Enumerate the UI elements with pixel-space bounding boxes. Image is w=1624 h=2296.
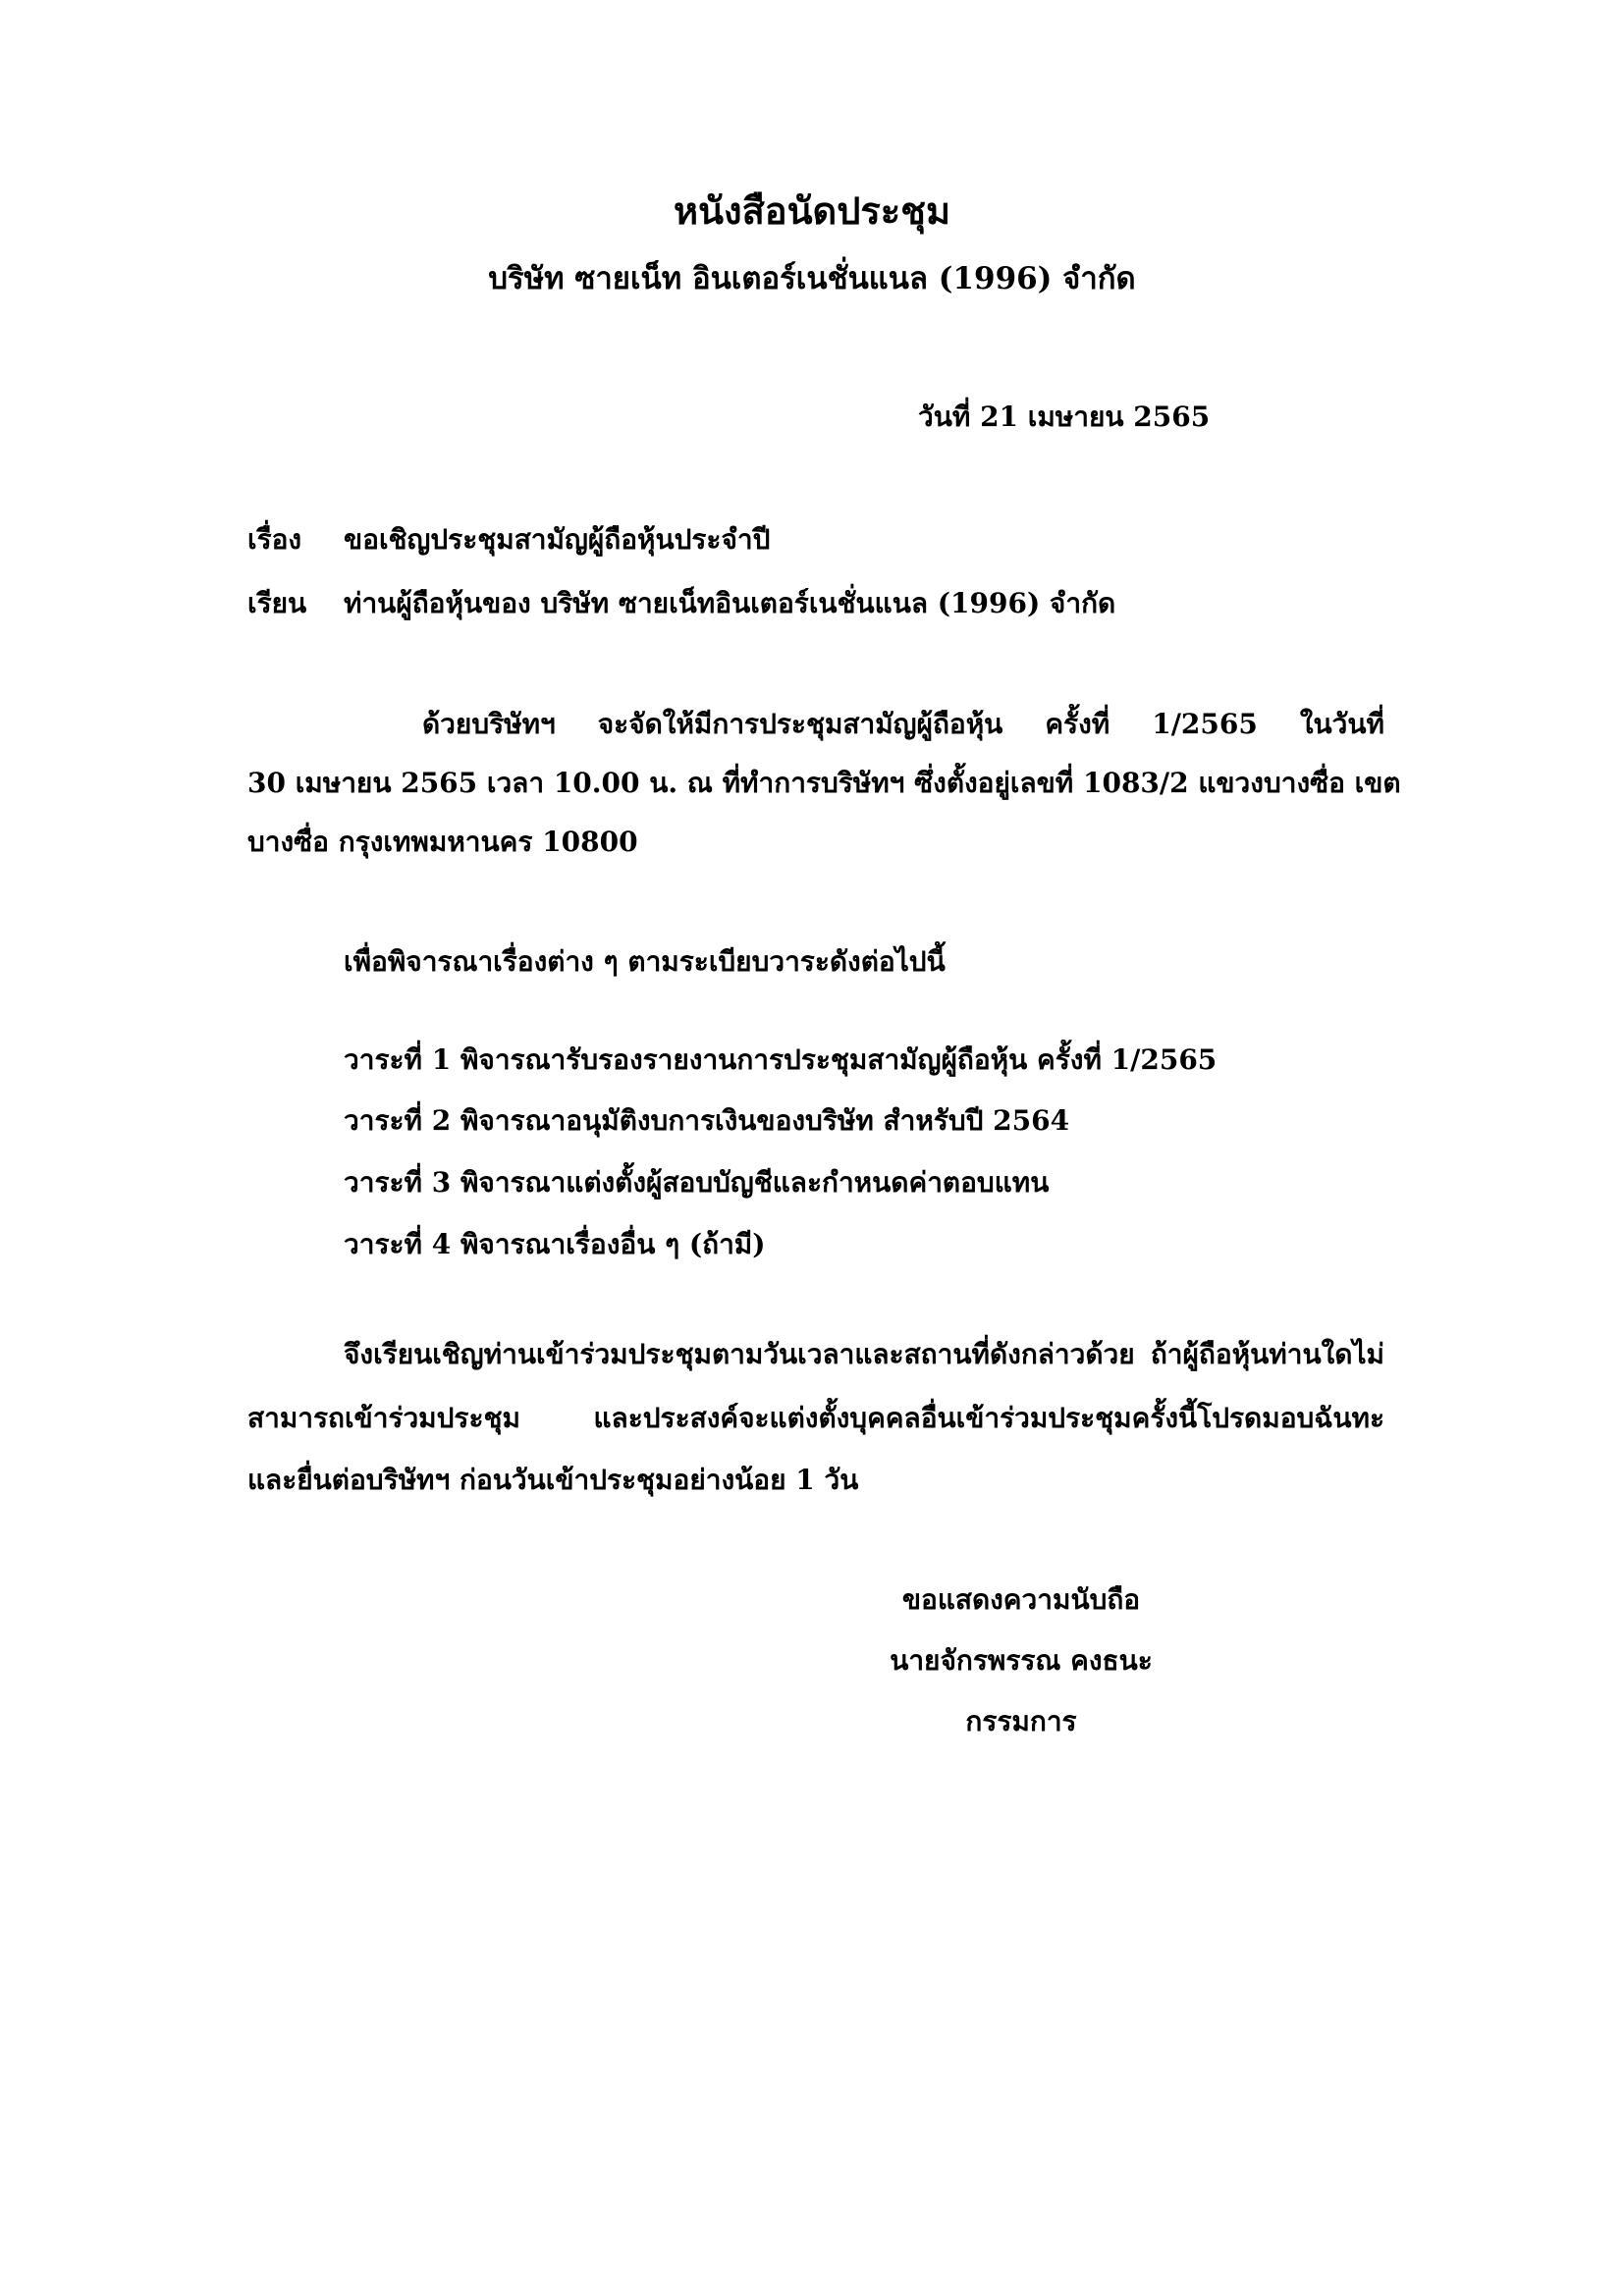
recipient-label: เรียน <box>247 587 307 619</box>
intro-line-1: ด้วยบริษัทฯ จะจัดให้มีการประชุมสามัญผู้ถือหุ้น ครั้งที่ 1/2565 ในวันที่ <box>422 708 1384 740</box>
letter-date: วันที่ 21 เมษายน 2565 <box>918 400 1211 433</box>
agenda-item: วาระที่ 2 พิจารณาอนุมัติงบการเงินของบริษัท สำหรับปี 2564 <box>344 1104 1070 1137</box>
closing-line-2: สามารถเข้าร่วมประชุม และประสงค์จะแต่งตั้งบุคคลอื่นเข้าร่วมประชุมครั้งนี้โปรดมอบฉันทะ <box>247 1402 1384 1434</box>
signer-name: นายจักรพรรณ คงธนะ <box>890 1644 1153 1677</box>
closing-line-1: จึงเรียนเชิญท่านเข้าร่วมประชุมตามวันเวลาและสถานที่ดังกล่าวด้วย ถ้าผู้ถือหุ้นท่านใดไม่ <box>344 1338 1384 1370</box>
intro-line-3: บางซื่อ กรุงเทพมหานคร 10800 <box>247 826 638 858</box>
agenda-item: วาระที่ 3 พิจารณาแต่งตั้งผู้สอบบัญชีและกำหนดค่าตอบแทน <box>344 1166 1050 1199</box>
agenda-intro: เพื่อพิจารณาเรื่องต่าง ๆ ตามระเบียบวาระดังต่อไปนี้ <box>344 945 946 978</box>
closing-line-3: และยื่นต่อบริษัทฯ ก่อนวันเข้าประชุมอย่างน้อย 1 วัน <box>247 1464 859 1496</box>
subject-text: ขอเชิญประชุมสามัญผู้ถือหุ้นประจำปี <box>344 523 771 556</box>
signer-position: กรรมการ <box>965 1705 1077 1737</box>
subject-label: เรื่อง <box>247 523 302 556</box>
agenda-item: วาระที่ 4 พิจารณาเรื่องอื่น ๆ (ถ้ามี) <box>344 1228 766 1260</box>
intro-line-2: 30 เมษายน 2565 เวลา 10.00 น. ณ ที่ทำการบริษัทฯ ซึ่งตั้งอยู่เลขที่ 1083/2 แขวงบางซื่อ เขต <box>247 767 1401 799</box>
document-title: หนังสือนัดประชุม <box>673 188 951 233</box>
recipient-text: ท่านผู้ถือหุ้นของ บริษัท ซายเน็ทอินเตอร์เนชั่นแนล (1996) จำกัด <box>344 587 1116 619</box>
agenda-item: วาระที่ 1 พิจารณารับรองรายงานการประชุมสามัญผู้ถือหุ้น ครั้งที่ 1/2565 <box>344 1043 1218 1076</box>
closing-regards: ขอแสดงความนับถือ <box>901 1583 1141 1616</box>
company-name: บริษัท ซายเน็ท อินเตอร์เนชั่นแนล (1996) จำกัด <box>488 261 1136 296</box>
